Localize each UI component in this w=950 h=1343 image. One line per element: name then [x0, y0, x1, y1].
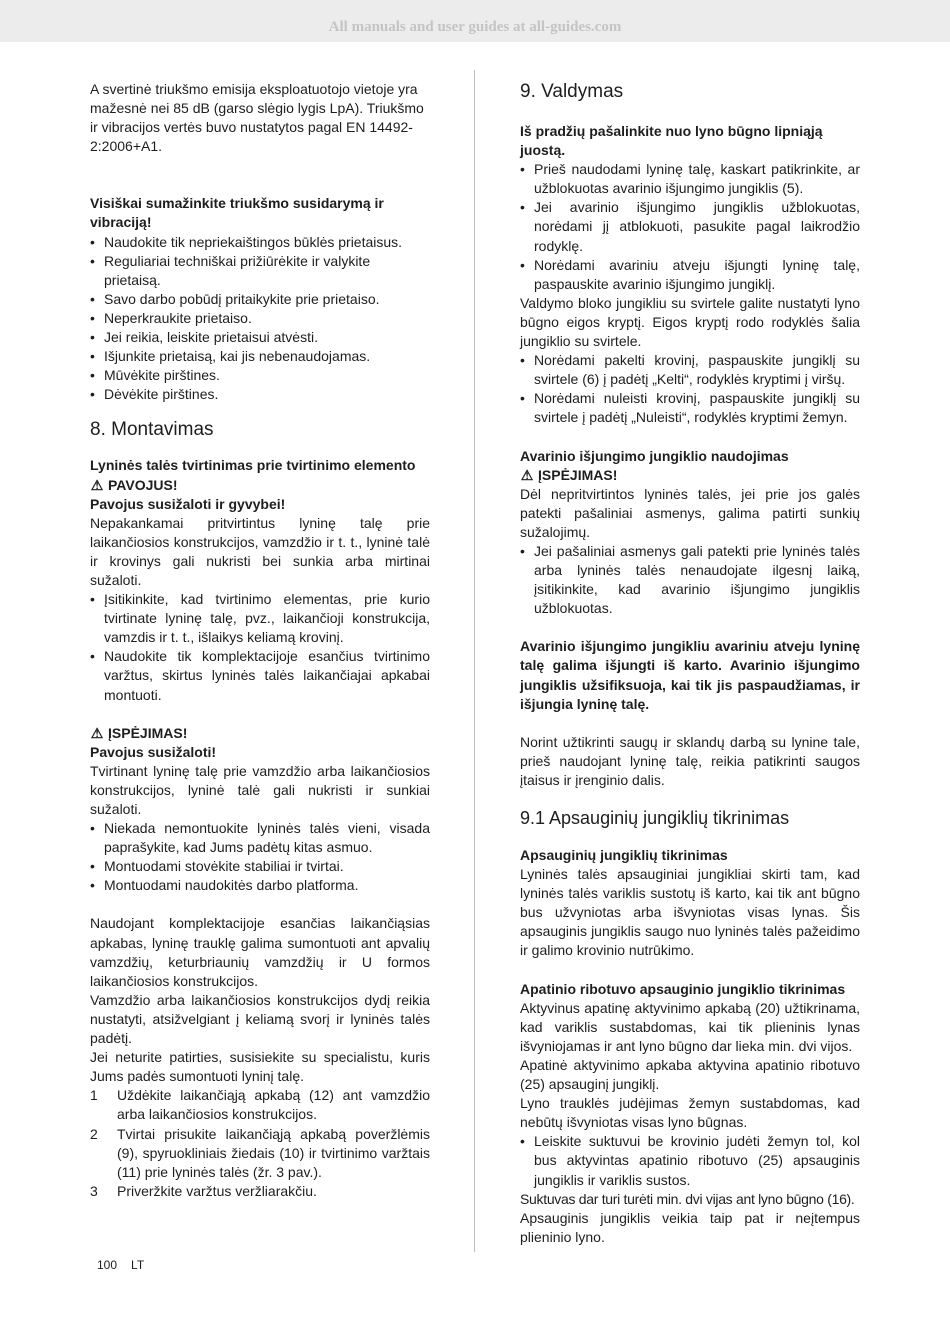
warning-label: ⚠ ĮSPĖJIMAS!	[90, 724, 430, 743]
list-item: • Naudokite tik nepriekaištingos būklės prietaisus.	[90, 233, 403, 250]
emergency-warning-text: Dėl nepritvirtintos lyninės talės, jei prie jos galės patekti pašaliniai asmenys, galima patirti sunkių sužalojimų.	[520, 485, 860, 540]
noise-reduce-list	[90, 233, 430, 405]
list-item: • Mūvėkite pirštines.	[90, 367, 220, 384]
mount-steps	[90, 1086, 430, 1201]
list-item: • Jei pašaliniai asmenys gali patekti prie lyninės talės arba lyninės talės nenaudojate ilgesnį laiką, įsitikinkite, kad avarinio išjungimo jungiklis užblokuotas.	[520, 542, 860, 617]
list-item: • Naudokite tik komplektacijoje esančius tvirtinimo varžtus, skirtus lyninės talės laikančiajai apkabai montuoti.	[90, 648, 430, 703]
check-text: Lyninės talės apsauginiai jungikliai skirti tam, kad lyninės talės variklis sustotų iš karto, kai tik ant būgno bus užvyniotas arba išvyniotas visas lynas. Šis apsauginis jungiklis saugo nuo lyninės talės pažeidimo ir galimo krovinio nutrūkimo.	[520, 866, 860, 959]
section-9-heading: 9. Valdymas	[520, 81, 624, 102]
lower-limit-text-4: Suktuvas dar turi turėti min. dvi vijas ant lyno būgno (16).	[520, 1190, 855, 1207]
safety-text: Norint užtikrinti saugų ir sklandų darbą su lynine tale, prieš naudojant lyninę talę, reikia patikrinti saugos įtaisus ir įrenginio dalis.	[520, 733, 860, 788]
emergency-bold-text: Avarinio išjungimo jungikliu avariniu atveju lyninę talę galima išjungti iš karto. Avarinio išjungimo jungiklis užsifiksuoja, kai tik jis paspaudžiamas, ir išjungia lyninę talę.	[520, 638, 860, 712]
control-list	[520, 351, 860, 427]
list-item: • Montuodami naudokitės darbo platforma.	[90, 877, 359, 894]
right-column	[520, 80, 860, 1247]
step-item: 2 Tvirtai prisukite laikančiąją apkabą poveržlėmis (9), spyruokliniais žiedais (10) ir tvirtinimo varžtais (11) prie lyninės talės (žr. 3 pav.).	[90, 1125, 430, 1180]
mount-paragraph-1: Naudojant komplektacijoje esančias laikančiąsias apkabas, lyninę trauklę galima sumontuoti ant apvalių vamzdžių, keturbriaunių vamzdžių ir U formos laikančiosios konstrukcijos.	[90, 915, 430, 989]
check-title: Apsauginių jungiklių tikrinimas	[520, 847, 728, 863]
danger-text: Nepakankamai pritvirtintus lyninę talę prie laikančiosios konstrukcijos, vamzdžio ir t. t., lyninė talė ir krovinys gali nukristi bei sunkia arba mirtinai sužaloti.	[90, 514, 430, 588]
mount-paragraph-3: Jei neturite patirties, susisiekite su specialistu, kuris Jums padės sumontuoti lyninį talę.	[90, 1049, 430, 1085]
noise-reduce-title: Visiškai sumažinkite triukšmo susidarymą ir vibraciją!	[90, 195, 384, 231]
language-code: LT	[131, 1258, 145, 1272]
lower-limit-text-2: Apatinė aktyvinimo apkaba aktyvina apatinio ribotuvo (25) apsauginį jungiklį.	[520, 1056, 860, 1093]
list-item: • Leiskite suktuvui be krovinio judėti žemyn tol, kol bus aktyvintas apatinio ribotuvo (25) apsauginis jungiklis ir variklis sustos.	[520, 1133, 860, 1188]
control-text: Valdymo bloko jungikliu su svirtele galite nustatyti lyno būgno eigos kryptį. Eigos kryptį rodo rodyklės šalia jungiklio su svirtele.	[520, 294, 860, 350]
page-footer	[97, 1258, 158, 1272]
list-item: • Norėdami nuleisti krovinį, paspauskite jungiklį su svirtele į padėtį „Nuleisti“, rodyklės kryptimi žemyn.	[520, 390, 860, 426]
mount-paragraph-2: Vamzdžio arba laikančiosios konstrukcijos dydį reikia nustatyti, atsižvelgiant į keliamą svorį ir lyninės talės padėtį.	[90, 991, 430, 1047]
list-item: • Norėdami avariniu atveju išjungti lyninę talę, paspauskite avarinio išjungimo jungiklį.	[520, 256, 860, 292]
lower-limit-title: Apatinio ribotuvo apsauginio jungiklio tikrinimas	[520, 980, 846, 997]
danger-subtitle: Pavojus susižaloti ir gyvybei!	[90, 495, 286, 512]
warning-text: Tvirtinant lyninę talę prie vamzdžio arba laikančiosios konstrukcijos, lyninė talė gali nukristi ir sunkiai sužaloti.	[90, 762, 430, 817]
emergency-list	[520, 542, 860, 618]
column-divider	[474, 70, 475, 1252]
watermark-text: All manuals and user guides at all-guides.com	[328, 19, 622, 35]
warning-subtitle: Pavojus susižaloti!	[90, 743, 217, 760]
emergency-title: Avarinio išjungimo jungiklio naudojimas	[520, 447, 789, 464]
warning-triangle-icon: ⚠	[520, 466, 534, 483]
lower-limit-text-3: Lyno trauklės judėjimas žemyn sustabdomas, kad nebūtų išvyniotas visas lyno būgnas.	[520, 1095, 860, 1131]
list-item: • Montuodami stovėkite stabiliai ir tvirtai.	[90, 858, 344, 875]
list-item: • Įsitikinkite, kad tvirtinimo elementas, prie kurio tvirtinate lyninę talę, pvz., laikančioji konstrukcija, vamzdis ir t. t., išlaikys keliamą krovinį.	[90, 591, 430, 646]
section-8-heading: 8. Montavimas	[90, 419, 214, 441]
list-item: • Jei avarinio išjungimo jungiklis užblokuotas, norėdami jį atblokuoti, pasukite pagal laikrodžio rodyklę.	[520, 199, 860, 254]
watermark-bar	[0, 0, 950, 42]
first-step-title: Iš pradžių pašalinkite nuo lyno būgno lipniąją juostą.	[520, 123, 823, 159]
list-item: • Savo darbo pobūdį pritaikykite prie prietaiso.	[90, 290, 380, 307]
lower-limit-text-5: Apsauginis jungiklis veikia taip pat ir neįtempus plieninio lyno.	[520, 1209, 860, 1245]
list-item: • Prieš naudodami lyninę talę, kaskart patikrinkite, ar užblokuotas avarinio išjungimo jungiklis (5).	[520, 161, 860, 197]
warning-list	[90, 819, 430, 895]
left-column	[90, 80, 430, 1201]
mount-title: Lyninės talės tvirtinimas prie tvirtinimo elemento	[90, 457, 416, 474]
emergency-warning-label: ⚠ ĮSPĖJIMAS!	[520, 466, 860, 485]
page-number: 100	[97, 1258, 118, 1272]
list-item: • Neperkraukite prietaiso.	[90, 309, 252, 326]
list-item: • Norėdami pakelti krovinį, paspauskite jungiklį su svirtele (6) į padėtį „Kelti“, rodyklės kryptimi į viršų.	[520, 352, 860, 388]
danger-list	[90, 590, 430, 705]
danger-label: ⚠ PAVOJUS!	[90, 476, 430, 495]
step-item: 1 Uždėkite laikančiąją apkabą (12) ant vamzdžio arba laikančiosios konstrukcijos.	[90, 1087, 430, 1123]
lower-limit-list	[520, 1132, 860, 1189]
list-item: • Dėvėkite pirštines.	[90, 386, 219, 403]
first-step-list	[520, 160, 860, 294]
list-item: • Išjunkite prietaisą, kai jis nebenaudojamas.	[90, 348, 371, 365]
list-item: • Jei reikia, leiskite prietaisui atvėsti.	[90, 329, 318, 346]
step-item: 3 Priveržkite varžtus veržliarakčiu.	[90, 1182, 317, 1199]
lower-limit-text-1: Aktyvinus apatinę aktyvinimo apkabą (20) užtikrinama, kad variklis sustabdomas, kai tik plieninis lynas išvyniojamas ir ant lyno būgno dar lieka min. dvi vijos.	[520, 999, 860, 1054]
warning-triangle-icon: ⚠	[90, 724, 104, 741]
section-9-1-heading: 9.1 Apsauginių jungiklių tikrinimas	[520, 808, 790, 828]
warning-triangle-icon: ⚠	[90, 476, 104, 493]
noise-emission-text: A svertinė triukšmo emisija eksploatuotojo vietoje yra mažesnė nei 85 dB (garso slėgio lygis LpA). Triukšmo ir vibracijos vertės buvo nustatytos pagal EN 14492-2:2006+A1.	[90, 81, 424, 155]
list-item: • Reguliariai techniškai prižiūrėkite ir valykite prietaisą.	[90, 252, 371, 288]
list-item: • Niekada nemontuokite lyninės talės vieni, visada paprašykite, kad Jums padėtų kitas asmuo.	[90, 820, 430, 856]
